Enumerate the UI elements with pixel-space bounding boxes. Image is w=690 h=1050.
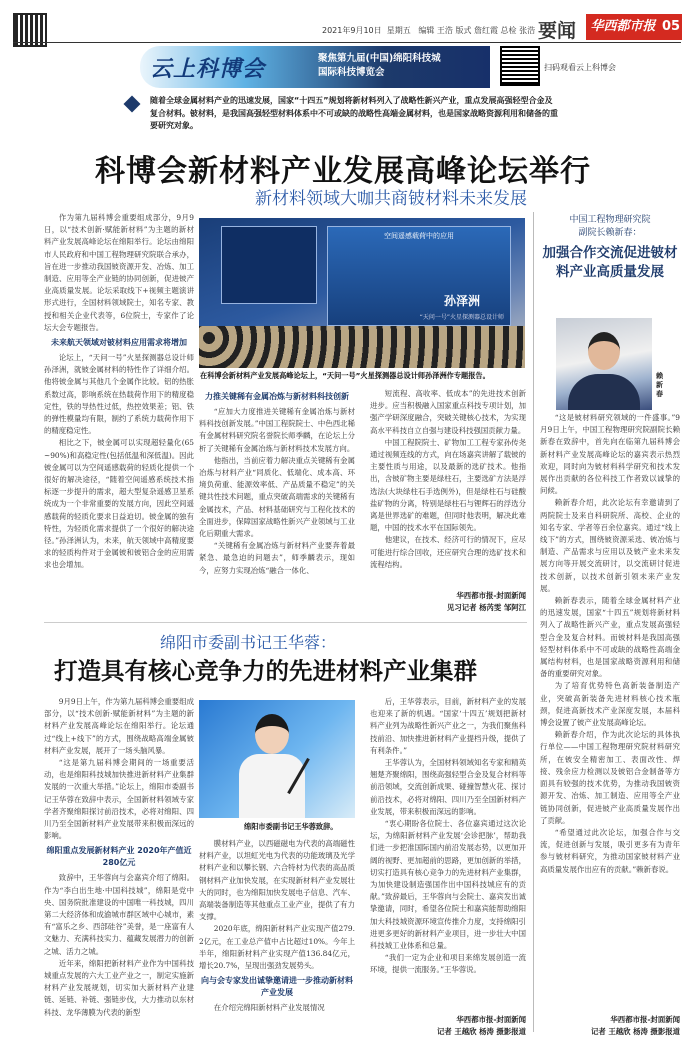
article1-col2: 力推关键稀有金属冶炼与新材料科技创新 “应加大力度推进关键稀有金属冶炼与新材料科技创新发展。”中国工程院院士、中色西北稀有金属材料研究院名誉院长师季麟，在论坛上分析了关键稀有金属冶炼与新材料技术发展方向。 他指出，当前应着力解决重点关键稀有金属冶炼与材料产业“同质化、低端化、成本高、环境负荷重、能源效率低、产品质量不稳定”的关键共性技术问题，重点突破高端需求的关键稀有金属技术，产品、材料基础研究与工程化技术的全面进步，保障国家战略性新兴产业领域与工业化后期重大需求。 “关键稀有金属冶炼与新材料产业要奔着最紧急、最急迫的问题去”，师季麟表示，现如今，应努力实现冶炼“融合一体化、 bbox=[199, 392, 355, 575]
qr-code-banner[interactable] bbox=[500, 46, 540, 86]
screen-left bbox=[221, 226, 317, 304]
article2-kicker: 绵阳市委副书记王华蓉： bbox=[160, 633, 337, 652]
portrait-body bbox=[568, 374, 640, 410]
sidebar-divider bbox=[533, 212, 534, 1032]
portrait-photo bbox=[556, 318, 652, 410]
sidebar-byline: 华西都市报-封面新闻 记者 王越欣 杨涛 摄影报道 bbox=[590, 1015, 680, 1036]
intro-text: 随着全球金属材料产业的迅速发展，国家“十四五”规划将新材料列入了战略性新兴产业，重点发展高强轻型合金及复合材料。铍材料，是我国高强轻型材料体系中不可或缺的战略性高端金属材料，也是国家战略资源利用和储备的重要研究对象。 bbox=[150, 96, 558, 130]
header-rule bbox=[13, 42, 681, 43]
screen-speaker: 孙泽洲 bbox=[443, 294, 480, 308]
section-label: 要闻 bbox=[538, 20, 577, 42]
article1-byline: 华西都市报-封面新闻 见习记者 杨芮雯 邹阿江 bbox=[446, 591, 526, 612]
screen-title: 空间遥感载荷中的应用 bbox=[384, 232, 454, 240]
sidebar-title: 中国工程物理研究院 副院长赖新春： 加强合作交流促进铍材料产业高质量发展 bbox=[542, 215, 678, 280]
speaker-photo bbox=[199, 700, 355, 818]
portrait-head bbox=[588, 332, 620, 370]
speaker-body bbox=[239, 754, 305, 818]
screen-right bbox=[327, 226, 511, 326]
forum-photo bbox=[199, 218, 525, 368]
banner-title: 云上科博会 bbox=[150, 56, 266, 82]
article2-byline: 华西都市报-封面新闻 记者 王越欣 杨涛 摄影报道 bbox=[436, 1015, 526, 1036]
article2-col2: 膜材料产业，以西磁磁电为代表的高端磁性材料产业，以坦虹光电为代表的功能玻璃及光学材料产业和以攀长钢、六合特材为代表的高品质钢材料产业加快发展，在实现新材料产业发展壮大的同时，也为绵阳加快发展电子信息、汽车、高端装备制造等其他重点工业产业，提供了有力支撑。 2020年底，绵阳新材料产业实现产值279.2亿元，在工业总产值中占比超过10%。今年上半年，绵阳新材料产业实现产值136.84亿元，增长20.7%，呈现出强劲发展势头。 向与会专家发出诚挚邀请进一步推动新材料产业发展 在介绍完绵阳新材料产业发展情况 bbox=[199, 839, 355, 1013]
qr-caption: 扫码观看云上科博会 bbox=[544, 63, 616, 72]
article1-headline: 科博会新材料产业发展高峰论坛举行 bbox=[95, 154, 591, 189]
audience bbox=[199, 326, 525, 368]
article1-col3: 短流程、高收率、低成本”的先进技术创新进步。应当积极融入国家重点科技专项计划，加强产学研深度融合，突破关键核心技术，为实现高水平科技自立自强与建设科技强国贡献力量。 中国工程院院士、矿物加工工程专家孙传尧通过视频连线的方式，向在场嘉宾讲解了载铍的主要性质与用途，以及最新的选矿技术。他指出，含铍矿物主要是绿柱石，主要选矿方法是浮选法(大块绿柱石手选例外)，但是绿柱石与硅酸盐矿物的分离，特别是绿柱石与锂辉石的浮选分离是世界选矿的难题，但同时他表明，解决此难题，中国的技术水平在国际领先。 他建议，在技术、经济可行的情况下，应尽可能进行综合回收，还应研究合理的选矿技术和流程结构。 bbox=[370, 389, 526, 569]
article2-headline: 打造具有核心竞争力的先进材料产业集群 bbox=[54, 657, 477, 685]
paper-logo: 华西都市报 bbox=[586, 14, 660, 40]
speaker-photo-caption: 绵阳市委副书记王华蓉致辞。 bbox=[244, 822, 338, 831]
header-date: 2021年9月10日 星期五 编辑 王浩 版式 詹红霞 总检 张浩 bbox=[322, 26, 536, 35]
screen-role: “天问一号”火星探测器总设计师 bbox=[419, 314, 504, 321]
article2-rule bbox=[44, 622, 527, 623]
sidebar-body: “这是铍材料研究领域的一件盛事。”9月9日上午，中国工程物理研究院副院长赖新春在致辞中，首先向在临第九届科博会新材料产业发展高峰论坛的嘉宾表示热烈欢迎，同时向为铍材料科学研究和技术发展作出贡献的各位科技工作者致以诚挚的问候。 赖新春介绍，此次论坛有幸邀请到了两院院士及来自科研院所、高校、企业的知名专家、学者等百余位嘉宾。通过“线上线下”的方式，围绕铍资源采选、铍冶炼与制造、产品需求与应用以及铍产业未来发展方向等开展交流研讨，以交流研讨促进技术创新，以技术创新引领未来产业发展。 赖新春表示，随着全球金属材料产业的迅速发展，国家“十四五”规划将新材料列入了战略性新兴产业，重点发展高强轻型合金及复合材料。而铍材料是我国高强轻型材料体系中不可或缺的战略性高端金属结构材料，也是国家战略资源利用和储备的重要研究对象。 为了培育优势特色高新装备制造产业，突破高新装备先进材料核心技术瓶颈，促进高新技术产业深度发展，本届科博会设置了铍产业发展高峰论坛。 赖新春介绍，作为此次论坛的具体执行单位——中国工程物理研究院材料研究所，在铍安全精密加工、表面改性、焊接、残余应力检测以及铍铝合金制备等方面具有较强的技术优势，为推动我国铍资源开发、冶炼、加工制造、应用等全产业链协同创新，促进铍产业高质量发展作出了贡献。 “希望通过此次论坛，加强合作与交流，促进创新与发展，吸引更多有为青年参与铍材料研究，为推动国家铍材料产业高质量发展作出应有的贡献。”赖新春说。 bbox=[540, 413, 680, 874]
speaker-head bbox=[255, 714, 289, 754]
page-number: 05 bbox=[660, 14, 682, 40]
intro-icon bbox=[124, 96, 141, 113]
banner-subtitle: 聚焦第九届(中国)绵阳科技城 国际科技博览会 bbox=[318, 53, 441, 78]
article2-col1: 9月9日上午，作为第九届科博会重要组成部分，以“技术创新·赋能新材料”为主题的新材料产业发展高峰论坛在绵阳举行。论坛通过“线上+线下”的方式，围绕战略高端金属铍材料产业发展，展开了一场头脑风暴。 “这是第九届科博会期间的一场重要活动，也是绵阳科技城加快推进新材料产业集群发展的一次重大举措。”论坛上，绵阳市委副书记王华蓉在致辞中表示，全国新材料领域专家学者齐聚绵阳探讨前沿技术，必将对绵阳、四川乃至全国新材料产业发展带来积极而深远的影响。 绵阳重点发展新材料产业 2020年产值近280亿元 致辞中，王华蓉向与会嘉宾介绍了绵阳。作为“李白出生地·中国科技城”，绵阳是党中央、国务院批准建设的中国唯一科技城，四川第二大经济体和成渝城市群区域中心城市，素有“富乐之乡、西部硅谷”美誉，是一座富有人文魅力、充满科技实力、蕴藏发展潜力的创新之城、活力之城。 近年来，绵阳把新材料产业作为中国科技城重点发展的六大工业产业之一，制定实施新材料产业发展规划，切实加大新材料产业建链、延链、补链、强链步伐，大力推动以东材科技、龙华薄膜为代表的新型 bbox=[44, 697, 194, 1017]
article1-col1: 作为第九届科博会重要组成部分，9月9日，以“技术创新·赋能新材料”为主题的新材料产业发展高峰论坛在绵阳举行。论坛由绵阳市人民政府和中国工程物理研究院联合承办，旨在进一步推动我国铍资源开发、冶炼、加工制造、应用等全产业链的协同创新，促进铍产业高质量发展。论坛采取线下+视频主题演讲形式进行，全国材料领域院士，知名专家、教授和相关企业代表等，6位院士，专家作了论坛大会专题报告。 未来航天领域对铍材料应用需求将增加 论坛上，“天问一号”火星探测器总设计师孙泽洲，就铍金属材料的特性作了详细介绍。他将铍金属与其他几个金属作比较。铝的热胀系数过高，影响系统在热载荷作用下的精度稳定性，铁的导热性过低，热控效果差；铝、铁的弹性模量均有限，制约了系统力载荷作用下的精度稳定性。 相比之下，铍金属可以实现超轻量化(65~90%)和高稳定性(包括低温和深低温)。因此铍金属可以为空间遥感载荷的轻质化提供一个很好的解决途径，“随着空间遥感系统技术指标逐一步提升的需求，超大型复杂遥感卫星系统成为一个非常重要的发展方向，因此空间遥感载荷的轻质化要求日益迫切。铍金属的独有特性，为轻质化需求提供了一个很好的解决途径。”孙泽洲认为，未来，航天领域中高精度要求的轻质构件对于金属铍和铍铝合金的应用需求也会增加。 bbox=[44, 213, 194, 570]
article1-subhead: 新材料领域大咖共商铍材料未来发展 bbox=[255, 189, 527, 209]
portrait-caption: 赖新春 bbox=[656, 372, 663, 398]
forum-photo-caption: 在科博会新材料产业发展高峰论坛上，“天问一号”火星探测器总设计师孙泽洲作专题报告。 bbox=[200, 371, 490, 380]
article2-col3: 后，王华蓉表示，目前，新材料产业的发展也迎来了新的机遇。“国家‘十四五’规划把新材料产业列为战略性新兴产业之一，为我们聚焦科技前沿、加快推进新材料产业提档升级，提供了有利条件。” 王华蓉认为，全国材料领域知名专家和精英翘楚齐聚绵阳，围绕高强轻型合金及复合材料等前沿领域，交流创新成果、碰撞智慧火花、探讨前沿技术，必将对绵阳、四川乃至全国新材料产业发展，带来积极而深远的影响。 “衷心期盼各位院士、各位嘉宾通过这次论坛，为绵阳新材料产业发展‘会诊把脉’，帮助我们进一步把准国际国内前沿发展态势，以更加开阔的视野、更加超前的思路，更加创新的举措，切实打造具有核心竞争力的先进材料产业集群，为加快建设制造强国作出中国科技城应有的贡献。”致辞最后，王华蓉向与会院士、嘉宾发出诚挚邀请，同时，希望各位院士和嘉宾能帮助绵阳加大科技城资源环境宣传推介力度，支持绵阳引进更多更好的新材料产业项目，进一步壮大中国科技城工业体系和总量。 “我们一定为企业和项目来绵发展创造一流环境，提供一流服务。”王华蓉说。 bbox=[370, 697, 526, 975]
